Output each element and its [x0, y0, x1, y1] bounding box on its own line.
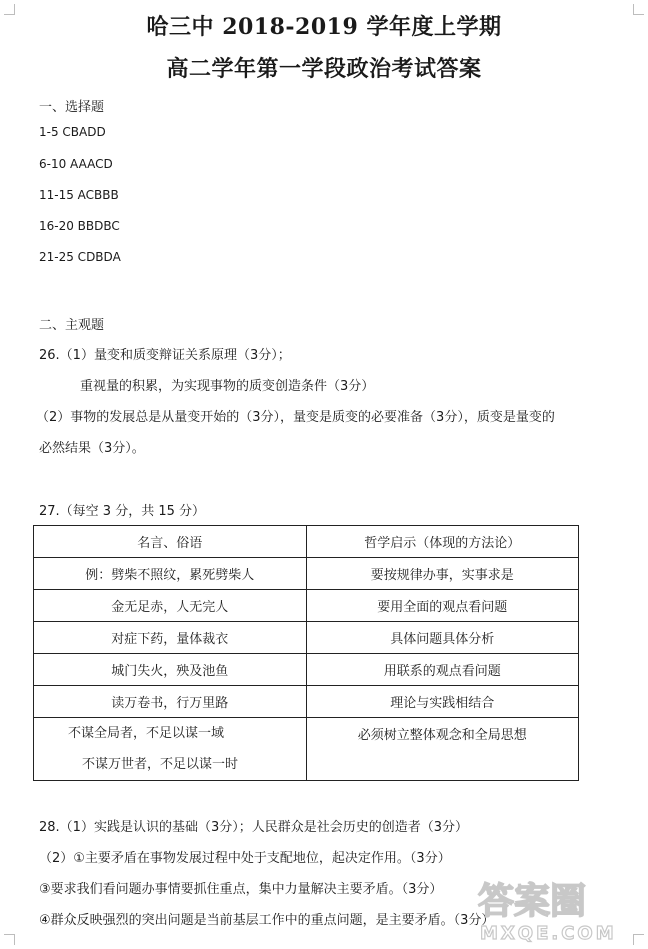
- table-header-cell: 哲学启示（体现的方法论）: [306, 526, 578, 558]
- table-cell-saying-line: 不谋全局者，不足以谋一域: [68, 726, 225, 741]
- q26-line: 必然结果（3分）。: [39, 441, 145, 456]
- q27-answer-table: [33, 525, 579, 781]
- table-row: [34, 686, 579, 718]
- choice-answer-row: 11-15 ACBBB: [39, 188, 119, 202]
- choice-answer-row: 16-20 BBDBC: [39, 219, 120, 233]
- table-header-row: [34, 526, 579, 558]
- table-cell-saying: [34, 718, 307, 781]
- table-row: [34, 622, 579, 654]
- table-cell-saying: 金无足赤，人无完人: [34, 590, 307, 622]
- table-row: [34, 590, 579, 622]
- document-subtitle: 高二学年第一学段政治考试答案: [166, 56, 482, 82]
- table-cell-saying: 城门失火，殃及池鱼: [34, 654, 307, 686]
- table-cell-saying: 对症下药，量体裁衣: [34, 622, 307, 654]
- table-cell-method: 用联系的观点看问题: [306, 654, 578, 686]
- choice-answer-row: 6-10 AAACD: [39, 157, 113, 171]
- table-cell-saying-line: 不谋万世者，不足以谋一时: [82, 757, 239, 772]
- q26-line: 重视量的积累，为实现事物的质变创造条件（3分）: [80, 379, 375, 394]
- table-cell-saying: 读万卷书，行万里路: [34, 686, 307, 718]
- table-cell-method: 必须树立整体观念和全局思想: [306, 718, 578, 781]
- table-cell-saying: 例：劈柴不照纹，累死劈柴人: [34, 558, 307, 590]
- watermark-sub-text: MXQE.COM: [480, 923, 617, 944]
- table-cell-method: 要按规律办事，实事求是: [306, 558, 578, 590]
- table-row: [34, 718, 579, 781]
- q28-line: ③要求我们看问题办事情要抓住重点，集中力量解决主要矛盾。（3分）: [39, 882, 443, 897]
- q26-line: 26.（1）量变和质变辩证关系原理（3分）；: [39, 348, 291, 363]
- watermark-logo: [470, 865, 640, 945]
- table-cell-method: 理论与实践相结合: [306, 686, 578, 718]
- q28-line: ④群众反映强烈的突出问题是当前基层工作中的重点问题，是主要矛盾。（3分）: [39, 913, 495, 928]
- table-row: [34, 654, 579, 686]
- page-corner-mark: [4, 934, 15, 945]
- document-title: 哈三中 2018-2019 学年度上学期: [146, 14, 502, 40]
- table-cell-method: 要用全面的观点看问题: [306, 590, 578, 622]
- q28-line: 28.（1）实践是认识的基础（3分）；人民群众是社会历史的创造者（3分）: [39, 820, 468, 835]
- table-row: [34, 558, 579, 590]
- table-header-cell: 名言、俗语: [34, 526, 307, 558]
- q26-line: （2）事物的发展总是从量变开始的（3分），量变是质变的必要准备（3分），质变是量变的: [36, 410, 555, 425]
- watermark-main-text: 答案圈: [478, 881, 587, 922]
- q28-line: （2）①主要矛盾在事物发展过程中处于支配地位，起决定作用。（3分）: [39, 851, 451, 866]
- choice-answer-row: 21-25 CDBDA: [39, 250, 121, 264]
- q27-intro: 27.（每空 3 分，共 15 分）: [39, 504, 206, 519]
- section-heading-choice: 一、选择题: [39, 100, 105, 115]
- table-cell-method: 具体问题具体分析: [306, 622, 578, 654]
- section-heading-subjective: 二、主观题: [39, 318, 105, 333]
- choice-answer-row: 1-5 CBADD: [39, 125, 106, 139]
